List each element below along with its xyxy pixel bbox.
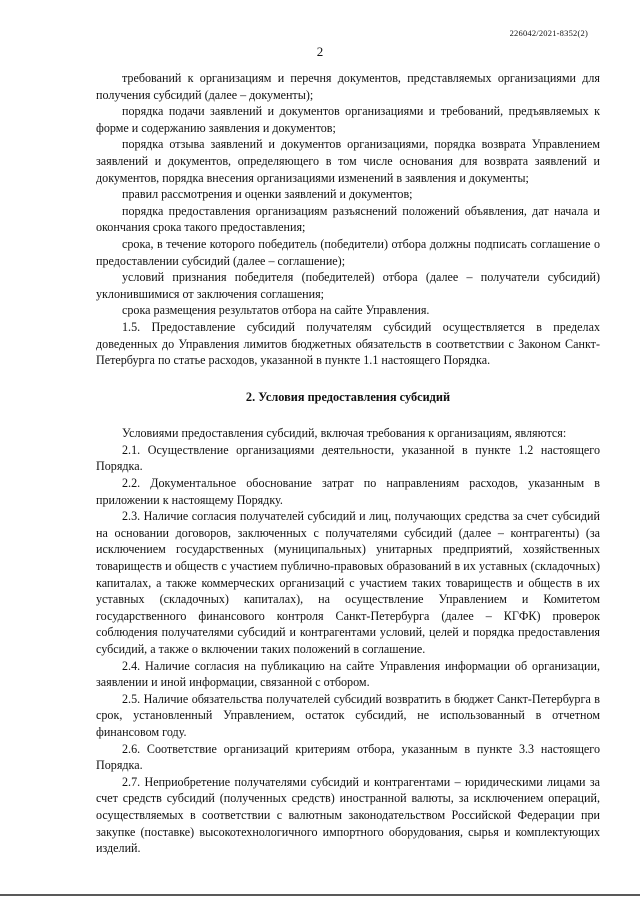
paragraph: срока, в течение которого победитель (победители) отбора должны подписать соглашение о предоставлении субсидий (далее – соглашение); [96,236,600,268]
document-body [96,70,600,857]
paragraph: требований к организациям и перечня документов, представляемых организациями для получения субсидий (далее – документы); [96,71,600,102]
paragraph: срока размещения результатов отбора на сайте Управления. [122,303,430,318]
page-bottom-rule [0,894,640,896]
paragraph: порядка предоставления организациям разъяснений положений объявления, дат начала и окончания срока такого предоставления; [96,203,600,235]
paragraph-1-5: 1.5. Предоставление субсидий получателям субсидий осуществляется в пределах доведенных до Управления лимитов бюджетных обязательств в соответствии с Законом Санкт-Петербурга по статье расходов, указанной в пункте 1.1 настоящего Порядка. [96,319,600,368]
paragraph-2-2: 2.2. Документальное обоснование затрат по направлениям расходов, указанным в приложении к настоящему Порядку. [96,476,600,507]
section-heading: 2. Условия предоставления субсидий [245,389,451,404]
paragraph-2-7: 2.7. Неприобретение получателями субсидий и контрагентами – юридическими лицами за счет средств субсидий (полученных средств) иностранной валюты, за исключением операций, осуществляемых в соответствии с валютным законодательством Российской Федерации при закупке (поставке) высокотехнологичного импортного оборудования, сырья и комплектующих изделий. [96,774,600,856]
document-id: 226042/2021-8352(2) [509,28,588,38]
paragraph: порядка подачи заявлений и документов организациями и требований, предъявляемых к форме и содержанию заявления и документов; [96,104,600,135]
paragraph: правил рассмотрения и оценки заявлений и документов; [122,187,413,202]
paragraph-2-4: 2.4. Наличие согласия на публикацию на сайте Управления информации об организации, заявлении и иной информации, связанной с отбором. [96,658,600,690]
page-number: 2 [316,44,324,59]
paragraph-2-1: 2.1. Осуществление организациями деятельности, указанной в пункте 1.2 настоящего Порядка. [96,442,600,474]
paragraph-2-6: 2.6. Соответствие организаций критериям отбора, указанным в пункте 3.3 настоящего Порядка. [96,741,600,773]
paragraph: условий признания победителя (победителей) отбора (далее – получатели субсидий) уклонившимися от заключения соглашения; [96,270,600,301]
paragraph: Условиями предоставления субсидий, включая требования к организациям, являются: [122,426,567,441]
paragraph-2-5: 2.5. Наличие обязательства получателей субсидий возвратить в бюджет Санкт-Петербурга в срок, установленный Управлением, остаток субсидий, не использованный в отчетном финансовом году. [96,691,600,739]
paragraph-2-3: 2.3. Наличие согласия получателей субсидий и лиц, получающих средства за счет субсидий на основании договоров, заключенных с получателями субсидий (далее – контрагенты) (за исключением государственных (муниципальных) унитарных предприятий, хозяйственных товариществ и обществ с участием публично-правовых образований в их уставных (складочных) капиталах, а также коммерческих организаций с участием таких товариществ и обществ в их уставных (складочных) капиталах), на осуществление Управлением и Комитетом государственного финансового контроля Санкт-Петербурга (далее – КГФК) проверок соблюдения получателями субсидий и контрагентами условий, целей и порядка предоставления субсидий, а также о включении таких положений в соглашение. [96,509,600,656]
paragraph: порядка отзыва заявлений и документов организациями, порядка возврата Управлением заявлений и документов, определяющего в том числе основания для возврата заявлений и документов, порядка внесения организациями изменений в заявления и документы; [96,137,600,185]
